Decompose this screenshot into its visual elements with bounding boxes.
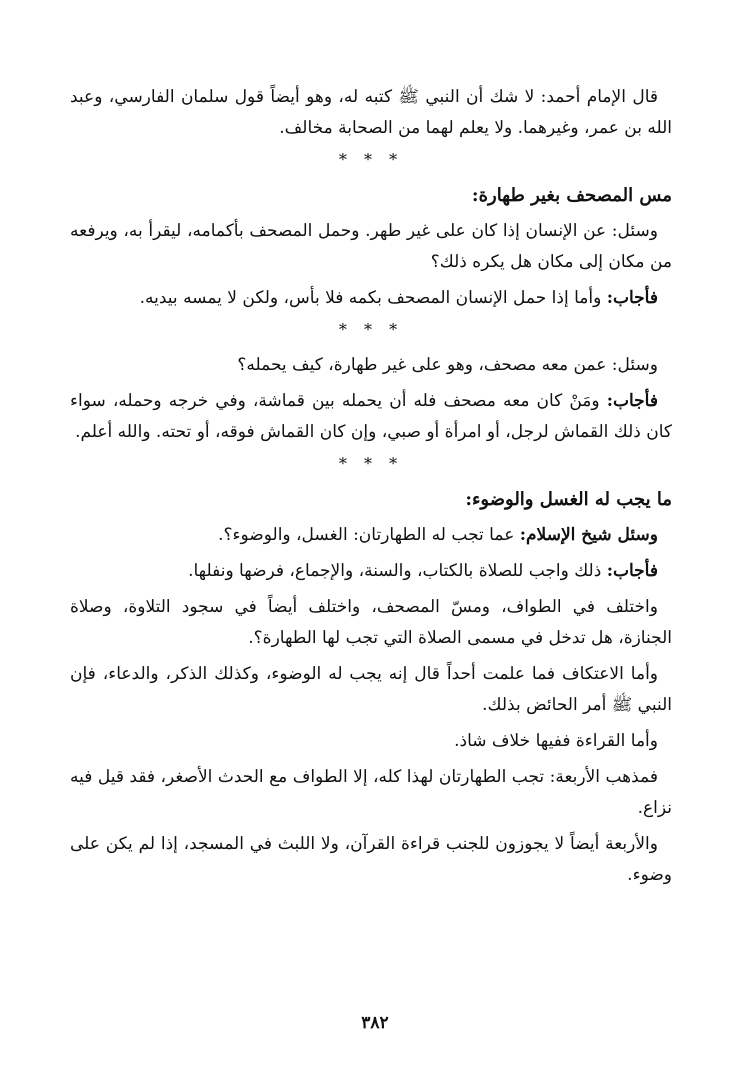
answer-lead: فأجاب: <box>606 391 658 411</box>
section-separator: * * * <box>338 150 404 169</box>
paragraph-question-shaykh-al-islam <box>70 520 672 551</box>
paragraph-four-schools: فمذهب الأربعة: تجب الطهارتان لهذا كله، إلا الطواف مع الحدث الأصغر، فقد قيل فيه نزاع. <box>70 767 672 818</box>
paragraph-ahmad-quote: قال الإمام أحمد: لا شك أن النبي ﷺ كتبه له، وهو أيضاً قول سلمان الفارسي، وعبد الله بن عمر، وغيرهما. ولا يعلم لهما من الصحابة مخالف. <box>70 87 672 138</box>
answer-lead: فأجاب: <box>606 561 658 581</box>
paragraph-junub-rulings: والأربعة أيضاً لا يجوزون للجنب قراءة القرآن، ولا اللبث في المسجد، إذا لم يكن على وضوء. <box>70 834 672 885</box>
paragraph-answer-mushaf-without-purity <box>70 386 672 448</box>
paragraph-tawaf-dispute: واختلف في الطواف، ومسّ المصحف، واختلف أيضاً في سجود التلاوة، وصلاة الجنازة، هل تدخل في مسمى الصلاة التي تجب لها الطهارة؟. <box>70 597 672 648</box>
answer-text: وأما إذا حمل الإنسان المصحف بكمه فلا بأس، ولكن لا يمسه بيديه. <box>139 288 602 308</box>
section-heading-ghusl-wudu: ما يجب له الغسل والوضوء: <box>465 489 672 510</box>
question-lead: وسئل شيخ الإسلام: <box>519 525 658 545</box>
paragraph-recitation: وأما القراءة ففيها خلاف شاذ. <box>454 731 658 751</box>
answer-text: ومَنْ كان معه مصحف فله أن يحمله بين قماشة، وفي خرجه وحمله، سواء كان ذلك القماش لرجل، أو امرأة أو صبي، وإن كان القماش فوقه، أو تحته. والله أعلم. <box>70 391 672 442</box>
question-text: عما تجب له الطهارتان: الغسل، والوضوء؟. <box>218 525 515 545</box>
section-separator: * * * <box>338 454 404 473</box>
paragraph-question-carrying-mushaf: وسئل: عن الإنسان إذا كان على غير طهر. وحمل المصحف بأكمامه، ليقرأ به، ويرفعه من مكان إلى مكان هل يكره ذلك؟ <box>70 221 672 272</box>
paragraph-answer-carrying-mushaf <box>70 283 672 314</box>
paragraph-itikaf: وأما الاعتكاف فما علمت أحداً قال إنه يجب له الوضوء، وكذلك الذكر، والدعاء، فإن النبي ﷺ أمر الحائض بذلك. <box>70 664 672 715</box>
page-number: ٣٨٢ <box>361 1013 389 1033</box>
paragraph-answer-prayer <box>70 556 672 587</box>
section-separator: * * * <box>338 320 404 339</box>
paragraph-question-mushaf-without-purity: وسئل: عمن معه مصحف، وهو على غير طهارة، كيف يحمله؟ <box>237 355 658 375</box>
page-content <box>70 82 672 896</box>
answer-text: ذلك واجب للصلاة بالكتاب، والسنة، والإجماع، فرضها ونفلها. <box>188 561 602 581</box>
answer-lead: فأجاب: <box>606 288 658 308</box>
section-heading-touching-mushaf: مس المصحف بغير طهارة: <box>471 185 672 206</box>
